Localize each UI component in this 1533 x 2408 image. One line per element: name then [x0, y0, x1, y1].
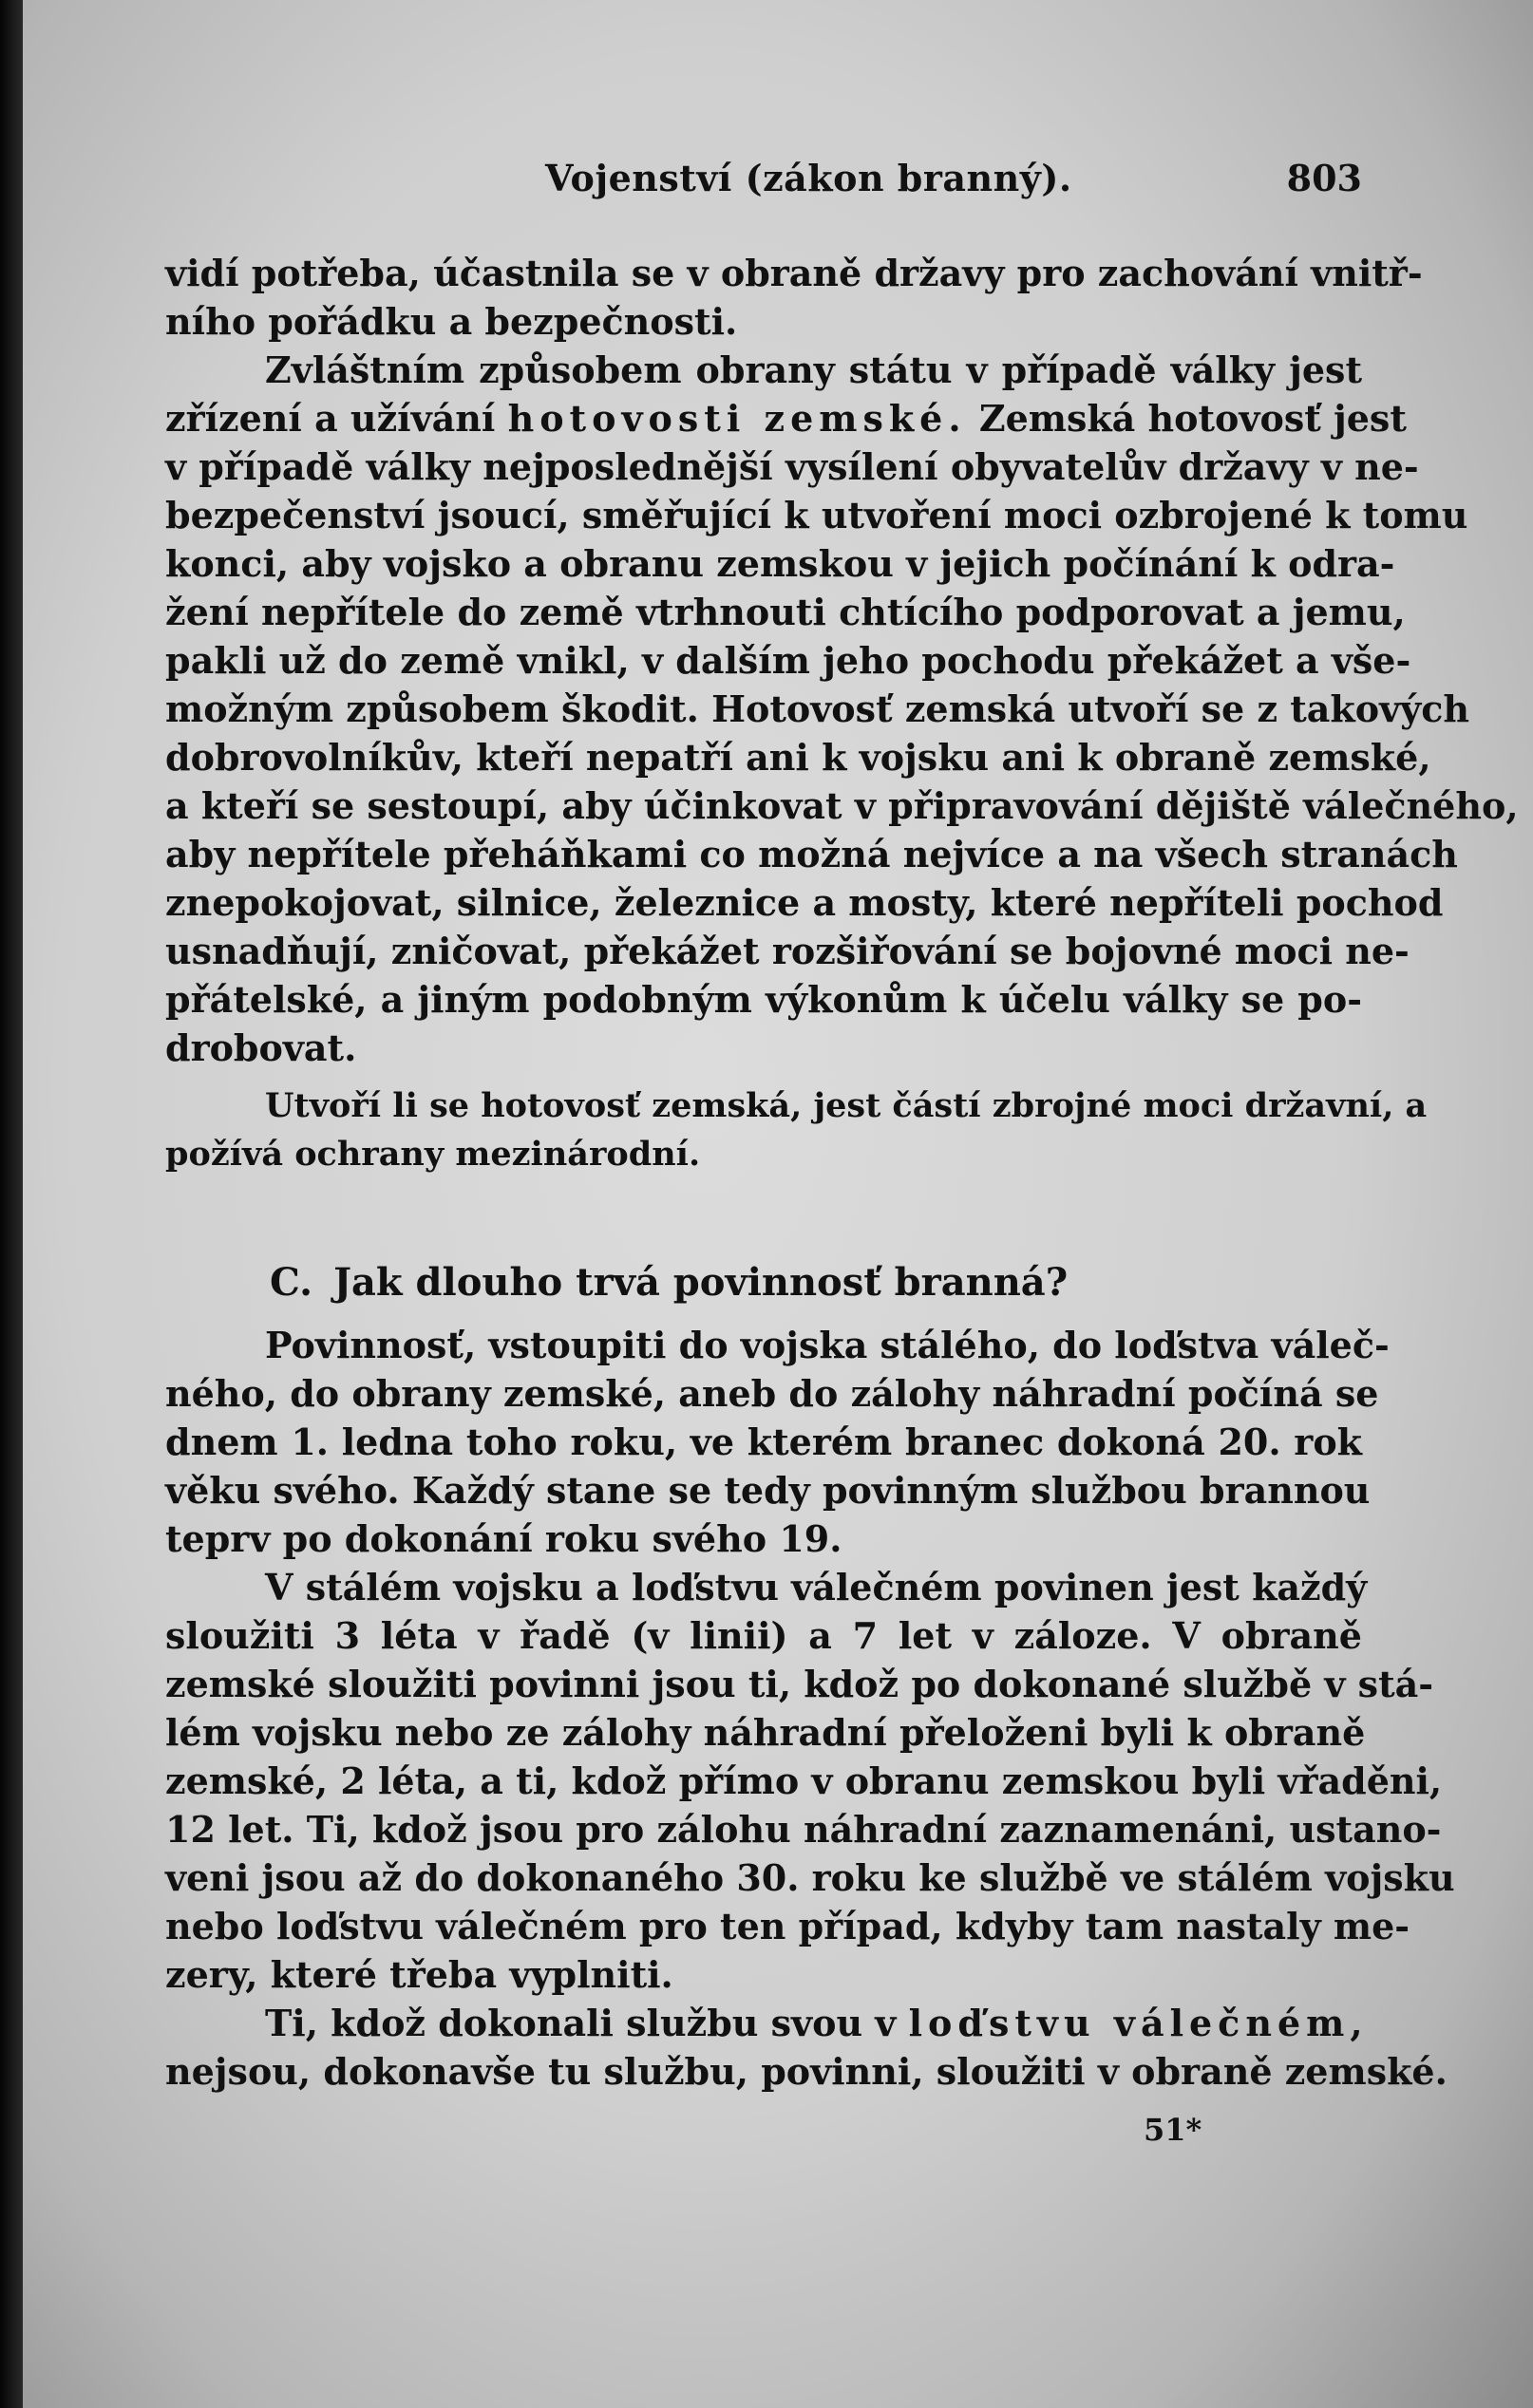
text-line: teprv po dokonání roku svého 19. — [165, 1517, 842, 1560]
text-line: nejsou, dokonavše tu službu, povinni, sloužiti v obraně zemské. — [165, 2050, 1448, 2093]
text-line: zery, které třeba vyplniti. — [165, 1953, 673, 1996]
note-paragraph — [165, 1082, 1428, 1178]
text-line — [165, 1999, 1369, 2047]
section-gap — [165, 1178, 1362, 1254]
page-number: 803 — [1286, 157, 1362, 199]
text-line: konci, aby vojsko a obranu zemskou v jejich počínání k odra- — [165, 542, 1395, 585]
text-line: požívá ochrany mezinárodní. — [165, 1135, 701, 1174]
text-fragment: Ti, kdož dokonali službu svou v — [265, 2002, 897, 2044]
text-line: zemské, 2 léta, a ti, kdož přímo v obranu zemskou byli vřaděni, — [165, 1759, 1443, 1802]
emphasized-term: hotovosti zemské. — [507, 397, 967, 440]
text-line: a kteří se sestoupí, aby účinkovat v připravování dějiště válečného, — [165, 784, 1519, 827]
text-line — [165, 394, 1407, 442]
text-line: věku svého. Každý stane se tedy povinným službou brannou — [165, 1469, 1371, 1512]
text-line: znepokojovat, silnice, železnice a mosty, které nepříteli pochod — [165, 881, 1444, 924]
page-body — [165, 249, 1519, 2096]
text-line: přátelské, a jiným podobným výkonům k účelu války se po- — [165, 978, 1362, 1021]
text-line: ného, do obrany zemské, aneb do zálohy náhradní počíná se — [165, 1372, 1379, 1415]
text-fragment: zřízení a užívání — [165, 397, 496, 440]
text-line: možným způsobem škodit. Hotovosť zemská utvoří se z takových — [165, 687, 1470, 730]
text-line: V stálém vojsku a loďstvu válečném povinen jest každý — [265, 1566, 1368, 1608]
text-line: ního pořádku a bezpečnosti. — [165, 300, 738, 343]
text-line: bezpečenství jsoucí, směřující k utvoření moci ozbrojené k tomu — [165, 494, 1468, 536]
section-letter: C. — [270, 1260, 313, 1305]
signature-mark: 51* — [1144, 2112, 1202, 2148]
text-line: Utvoří li se hotovosť zemská, jest částí zbrojné moci državní, a — [265, 1086, 1428, 1125]
text-line: vidí potřeba, účastnila se v obraně državy pro zachování vnitř- — [165, 252, 1423, 294]
page-footer — [165, 2112, 1362, 2159]
text-line: lém vojsku nebo ze zálohy náhradní přeloženi byli k obraně — [165, 1711, 1366, 1754]
text-line: sloužiti 3 léta v řadě (v linii) a 7 let v záloze. V obraně — [165, 1614, 1362, 1657]
text-line: drobovat. — [165, 1026, 357, 1069]
text-line: 12 let. Ti, kdož jsou pro zálohu náhradní zaznamenáni, ustano- — [165, 1808, 1442, 1851]
text-line: žení nepřítele do země vtrhnouti chtícího podporovat a jemu, — [165, 591, 1406, 633]
text-line: zemské sloužiti povinni jsou ti, kdož po dokonané službě v stá- — [165, 1663, 1434, 1705]
paragraph-gap — [165, 1072, 1362, 1082]
emphasized-term: loďstvu válečném, — [908, 2002, 1369, 2044]
text-line: usnadňují, zničovat, překážet rozšiřování se bojovné moci ne- — [165, 930, 1410, 972]
text-line: aby nepřítele přeháňkami co možná nejvíce a na všech stranách — [165, 833, 1458, 875]
running-title: Vojenství (zákon branný). — [545, 157, 1072, 199]
scan-left-edge — [0, 0, 23, 2408]
text-line: dnem 1. ledna toho roku, ve kterém branec dokoná 20. rok — [165, 1420, 1362, 1463]
text-line: Zvláštním způsobem obrany státu v případě války jest — [265, 348, 1362, 391]
text-line: nebo loďstvu válečném pro ten případ, kdyby tam nastaly me- — [165, 1905, 1410, 1947]
text-line: pakli už do země vnikl, v dalším jeho pochodu překážet a vše- — [165, 639, 1411, 682]
section-title: Jak dlouho trvá povinnosť branná? — [333, 1260, 1069, 1305]
text-line: veni jsou až do dokonaného 30. roku ke službě ve stálém vojsku — [165, 1856, 1455, 1899]
text-fragment: Zemská hotovosť jest — [978, 397, 1407, 440]
text-line: dobrovolníkův, kteří nepatří ani k vojsku ani k obraně zemské, — [165, 736, 1431, 779]
section-heading — [165, 1254, 1362, 1311]
text-line: Povinnosť, vstoupiti do vojska stálého, do loďstva váleč- — [265, 1324, 1390, 1366]
text-line: v případě války nejposlednější vysílení obyvatelův državy v ne- — [165, 445, 1419, 488]
book-page — [23, 0, 1533, 2408]
page-header — [165, 157, 1362, 214]
